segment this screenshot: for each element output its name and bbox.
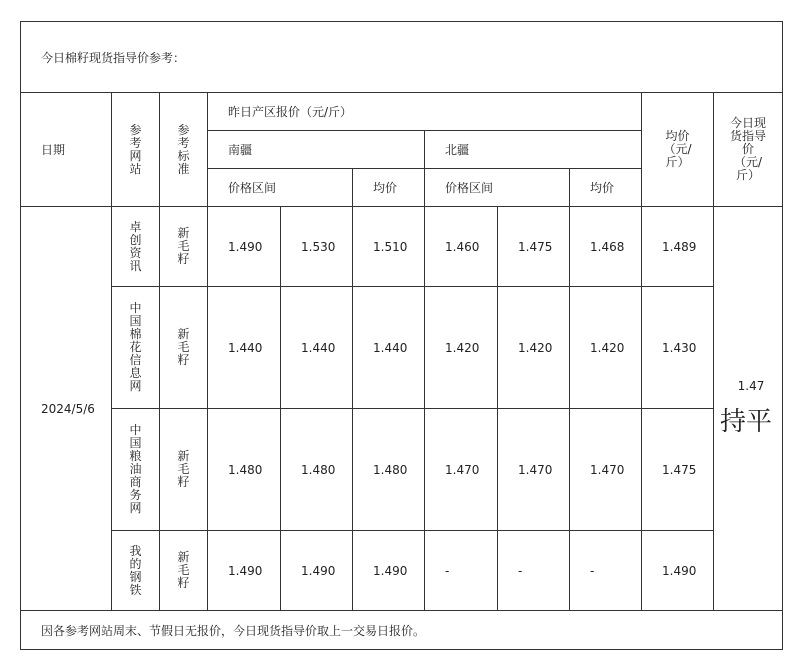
standard-cell: 新毛籽 [160,207,208,287]
south-low-cell: 1.490 [208,207,281,287]
north-avg-cell: 1.420 [570,287,642,409]
header-south-avg: 均价 [353,169,425,207]
header-south: 南疆 [208,131,425,169]
north-avg-cell: 1.468 [570,207,642,287]
header-north-range: 价格区间 [425,169,570,207]
footer-note: 因各参考网站周末、节假日无报价，今日现货指导价取上一交易日报价。 [21,611,783,650]
north-low-cell: 1.460 [425,207,498,287]
guide-price: 1.47 [737,379,765,393]
north-low-cell: 1.420 [425,287,498,409]
guide-trend: 持平 [720,407,773,437]
south-high-cell: 1.490 [281,531,353,611]
header-north: 北疆 [425,131,642,169]
south-avg-cell: 1.440 [353,287,425,409]
site-cell: 我的钢铁 [112,531,160,611]
header-yesterday: 昨日产区报价（元/斤） [208,93,642,131]
north-high-cell: 1.475 [498,207,570,287]
north-avg-cell: 1.470 [570,409,642,531]
south-low-cell: 1.490 [208,531,281,611]
avg-cell: 1.490 [642,531,714,611]
south-avg-cell: 1.510 [353,207,425,287]
table-row [21,207,783,287]
date-cell: 2024/5/6 [21,207,112,611]
avg-cell: 1.475 [642,409,714,531]
header-avg: 均价（元/斤） [642,93,714,207]
header-south-range: 价格区间 [208,169,353,207]
price-table [20,21,783,650]
header-guide: 今日现货指导价（元/斤） [714,93,783,207]
south-low-cell: 1.440 [208,287,281,409]
site-cell: 中国粮油商务网 [112,409,160,531]
south-low-cell: 1.480 [208,409,281,531]
header-north-avg: 均价 [570,169,642,207]
table-row [21,409,783,531]
north-avg-cell: - [570,531,642,611]
table-title: 今日棉籽现货指导价参考： [21,22,783,93]
south-high-cell: 1.480 [281,409,353,531]
north-high-cell: - [498,531,570,611]
site-cell: 卓创资讯 [112,207,160,287]
header-site: 参考网站 [112,93,160,207]
south-avg-cell: 1.490 [353,531,425,611]
standard-cell: 新毛籽 [160,531,208,611]
north-high-cell: 1.470 [498,409,570,531]
guide-cell [714,207,783,611]
site-cell: 中国棉花信息网 [112,287,160,409]
table-row [21,531,783,611]
north-high-cell: 1.420 [498,287,570,409]
south-avg-cell: 1.480 [353,409,425,531]
avg-cell: 1.430 [642,287,714,409]
south-high-cell: 1.530 [281,207,353,287]
north-low-cell: - [425,531,498,611]
header-date: 日期 [21,93,112,207]
table-row [21,287,783,409]
avg-cell: 1.489 [642,207,714,287]
south-high-cell: 1.440 [281,287,353,409]
standard-cell: 新毛籽 [160,409,208,531]
standard-cell: 新毛籽 [160,287,208,409]
north-low-cell: 1.470 [425,409,498,531]
header-standard: 参考标准 [160,93,208,207]
